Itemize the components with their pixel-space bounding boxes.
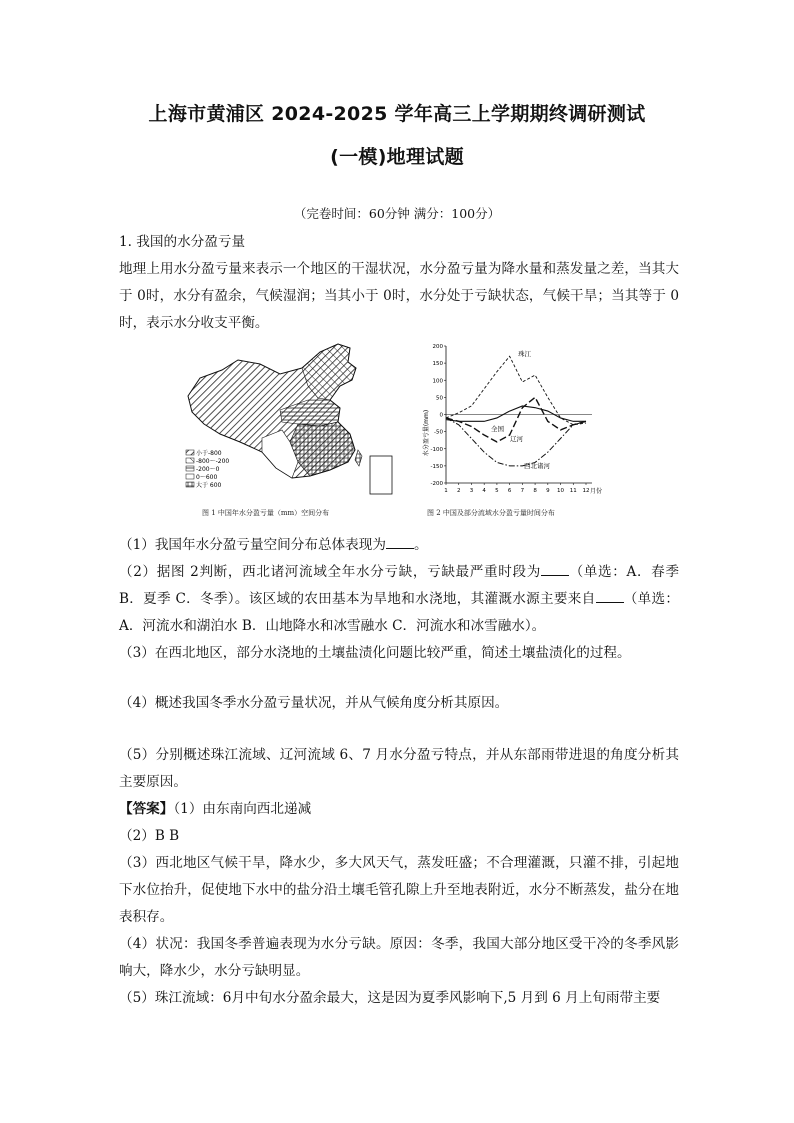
y-tick-label: -50 (434, 429, 443, 436)
subquestion-4: （4）概述我国冬季水分盈亏量状况，并从气候角度分析其原因。 (119, 695, 509, 711)
x-tick-label: 11 (569, 488, 577, 494)
answers (119, 742, 679, 1012)
x-tick-label: 3 (469, 488, 474, 494)
answer-2: （2）B B (119, 828, 180, 844)
label-quanguo: 全国 (491, 425, 504, 433)
question-intro (119, 229, 679, 337)
label-liaohe: 辽河 (510, 435, 523, 443)
legend-label-3: -200～0 (196, 466, 220, 473)
answer-blank[interactable] (386, 536, 414, 549)
x-tick-label: 1 (444, 488, 448, 494)
y-tick-label: 150 (432, 361, 443, 368)
answer-1: 【答案】（1）由东南向西北递减 (119, 801, 312, 817)
x-tick-label: 5 (495, 488, 499, 494)
map-taiwan (355, 450, 362, 466)
y-tick-label: 100 (432, 378, 443, 385)
answer-3: （3）西北地区气候干旱，降水少，多大风天气，蒸发旺盛；不合理灌溉，只灌不排，引起地下水位抬升，促使地下水中的盐分沿土壤毛管孔隙上升至地表附近，水分不断蒸发，盐分在地表积存。 (119, 855, 679, 925)
x-tick-label: 4 (482, 488, 486, 494)
legend-label-5: 大于 600 (196, 482, 222, 489)
y-tick-label: -200 (430, 481, 443, 487)
figures (180, 338, 620, 528)
legend-label-1: 小于-800 (196, 450, 222, 457)
subquestion-2: （2）据图 2判断，西北诸河流域全年水分亏缺，亏缺最严重时段为 （单选：A．春季 B．夏季 C．冬季）。该区域的农田基本为旱地和水浇地，其灌溉水源主要来自 （单选：A．河流水和湖泊水 B．山地降水和冰雪融水 C．河流水和冰雪融水）。 (119, 564, 680, 634)
south-sea-inset (370, 456, 392, 494)
subquestion-3: （3）在西北地区，部分水浇地的土壤盐渍化问题比较严重，简述土壤盐渍化的过程。 (119, 645, 631, 661)
chart-ylabel: 水分盈亏量(mm) (423, 409, 430, 457)
subquestion-4-block (119, 690, 679, 717)
x-tick-label: 7 (520, 488, 525, 494)
x-tick-label: 9 (546, 488, 550, 494)
subquestions (119, 532, 679, 667)
page-subtitle: (一模)地理试题 (330, 146, 464, 168)
subquestion-5: （5）分别概述珠江流域、辽河流域 6、7 月水分盈亏特点，并从东部雨带进退的角度分析其主要原因。 (119, 747, 679, 790)
x-tick-label: 8 (533, 488, 537, 494)
x-tick-label: 2 (456, 488, 461, 494)
label-zhujiang: 珠江 (518, 350, 531, 358)
legend-label-4: 0～600 (196, 474, 218, 481)
legend-label-2: -800～-200 (196, 458, 230, 465)
answer-blank[interactable] (541, 563, 569, 576)
page-title: 上海市黄浦区 2024-2025 学年高三上学期期终调研测试 (148, 103, 646, 125)
legend (186, 449, 229, 489)
x-tick-label: 6 (507, 488, 512, 494)
answer-4: （4）状况：我国冬季普遍表现为水分亏缺。原因：冬季，我国大部分地区受干冷的冬季风影响大，降水少，水分亏缺明显。 (119, 936, 679, 979)
question-intro-text: 地理上用水分盈亏量来表示一个地区的干湿状况，水分盈亏量为降水量和蒸发量之差，当其大于 0时，水分有盈余，气候湿润；当其小于 0时，水分处于亏缺状态，气候干旱；当其等于 0时，表示水分收支平衡。 (119, 261, 679, 331)
series-line-2 (446, 406, 586, 421)
china-map-figure (180, 338, 395, 498)
figure1-caption: 图 1 中国年水分盈亏量（mm）空间分布 (202, 509, 330, 517)
figure2-caption: 图 2 中国及部分流域水分盈亏量时间分布 (427, 509, 555, 517)
answer-5: （5）珠江流域：6月中旬水分盈余最大，这是因为夏季风影响下,5 月到 6 月上旬雨带主要 (119, 990, 661, 1006)
y-tick-label: 0 (439, 412, 443, 419)
chart-xunit: 月份 (590, 488, 603, 495)
y-tick-label: -150 (430, 463, 443, 470)
y-tick-label: 50 (436, 395, 443, 402)
x-tick-label: 12 (582, 488, 590, 494)
subquestion-1: （1）我国年水分盈亏量空间分布总体表现为 。 (119, 537, 428, 553)
answer-blank[interactable] (596, 590, 624, 603)
line-chart (418, 338, 618, 498)
answer-label: 【答案】 (119, 801, 174, 817)
y-tick-label: 200 (432, 344, 443, 350)
x-tick-label: 10 (557, 488, 565, 494)
label-northwest: 西北诸河 (524, 462, 550, 470)
y-tick-label: -100 (430, 446, 443, 453)
question-heading: 1. 我国的水分盈亏量 (119, 234, 246, 250)
exam-info: （完卷时间：60分钟 满分：100分） (293, 206, 501, 221)
